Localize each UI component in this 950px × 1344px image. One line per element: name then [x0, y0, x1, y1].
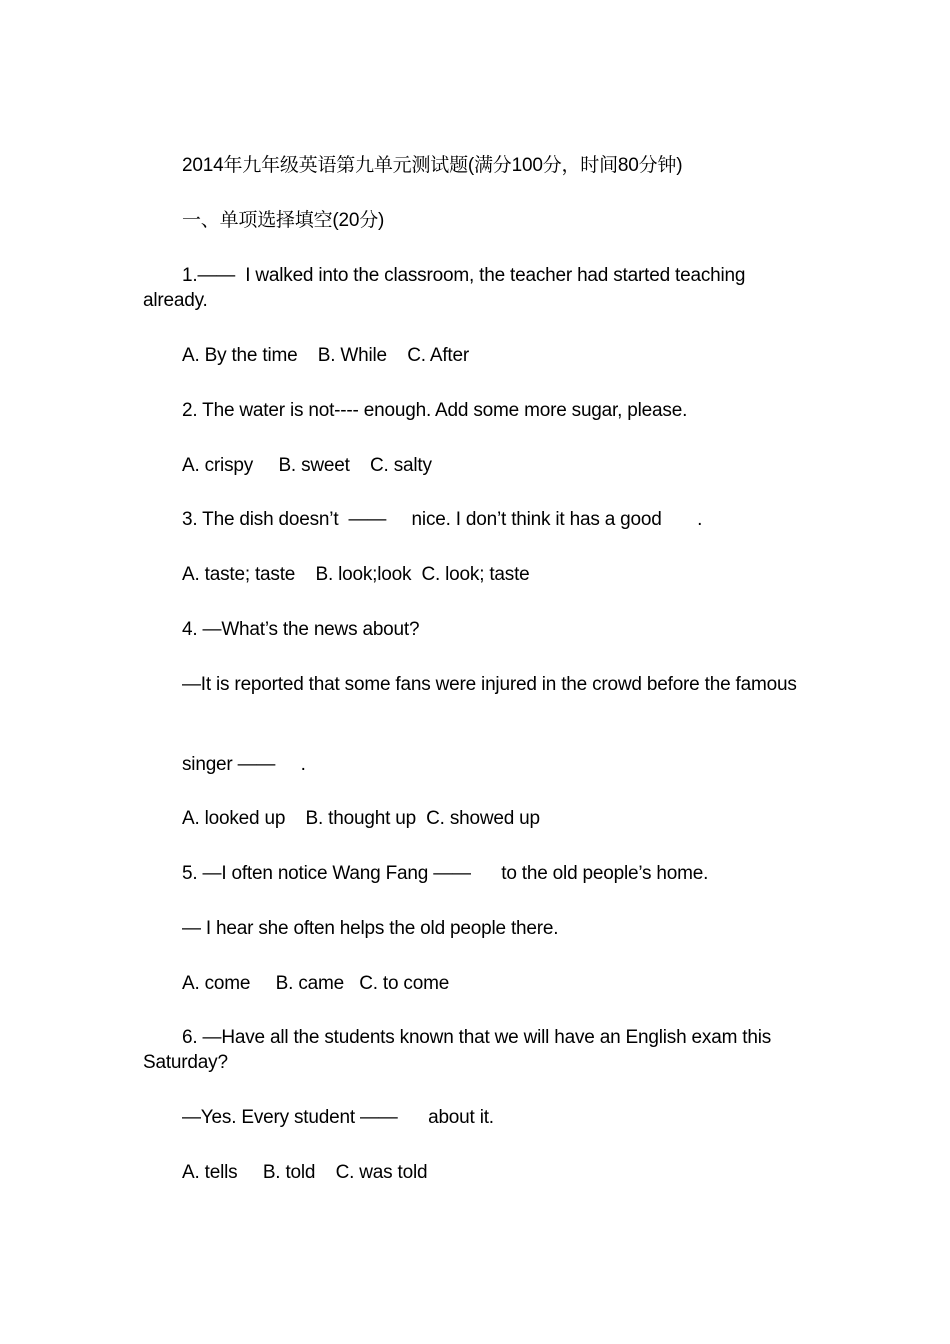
question-4-options: A. looked up B. thought up C. showed up: [182, 808, 540, 829]
question-6-options: A. tells B. told C. was told: [182, 1162, 428, 1183]
question-6-dialogue: —Yes. Every student —— about it.: [182, 1107, 494, 1128]
question-4-dialogue: —It is reported that some fans were injured in the crowd before the famous: [182, 674, 797, 695]
question-3-options: A. taste; taste B. look;look C. look; taste: [182, 564, 530, 585]
question-5-dialogue: — I hear she often helps the old people there.: [182, 918, 559, 939]
question-5-options: A. come B. came C. to come: [182, 973, 450, 994]
question-5-stem: 5. —I often notice Wang Fang —— to the old people’s home.: [182, 863, 709, 884]
question-6-stem: 6. —Have all the students known that we will have an English exam this Saturday?: [143, 1027, 777, 1073]
question-1-options: A. By the time B. While C. After: [182, 345, 469, 366]
question-4-continuation: singer —— .: [182, 754, 306, 775]
question-2-stem: 2. The water is not---- enough. Add some more sugar, please.: [182, 400, 688, 421]
question-1-stem: 1.—— I walked into the classroom, the teacher had started teaching already.: [143, 265, 751, 311]
question-2-options: A. crispy B. sweet C. salty: [182, 455, 432, 476]
question-4-stem: 4. —What’s the news about?: [182, 619, 420, 640]
question-3-stem: 3. The dish doesn’t —— nice. I don’t think it has a good .: [182, 509, 703, 530]
document-title: 2014年九年级英语第九单元测试题(满分100分，时间80分钟): [182, 155, 683, 176]
section-heading: 一、单项选择填空(20分): [182, 210, 385, 231]
